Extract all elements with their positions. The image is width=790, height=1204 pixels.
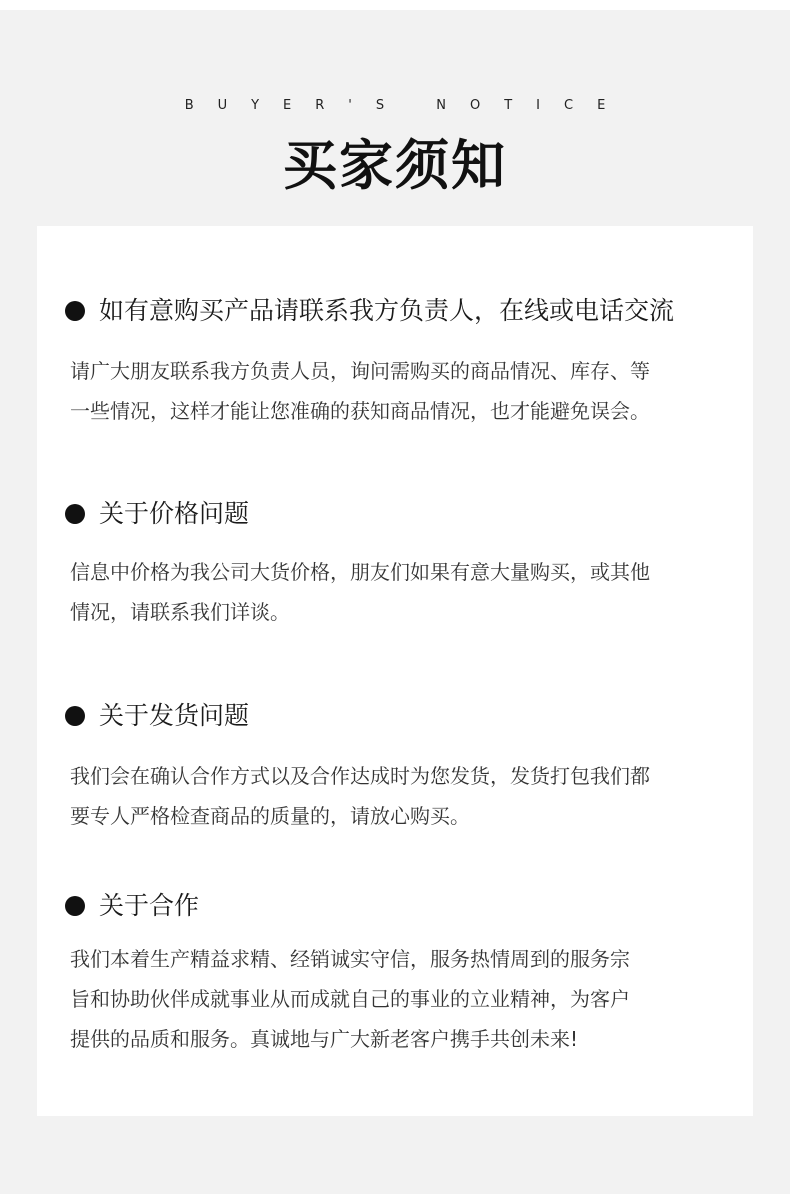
section-body-line: 一些情况，这样才能让您准确的获知商品情况，也才能避免误会。 bbox=[70, 399, 650, 423]
section-body bbox=[70, 552, 730, 632]
section-title: 关于发货问题 bbox=[99, 701, 250, 730]
bullet-dot-icon bbox=[65, 301, 85, 321]
section-body-line: 我们会在确认合作方式以及合作达成时为您发货，发货打包我们都 bbox=[70, 764, 650, 788]
section-title: 关于价格问题 bbox=[99, 499, 250, 528]
bullet-dot-icon bbox=[65, 504, 85, 524]
section-title: 如有意购买产品请联系我方负责人，在线或电话交流 bbox=[99, 296, 675, 325]
page-background bbox=[0, 10, 790, 1194]
section-body-line: 提供的品质和服务。真诚地与广大新老客户携手共创未来! bbox=[70, 1027, 579, 1051]
notice-subtitle-en: BUYER'S NOTICE bbox=[184, 98, 630, 113]
section-body bbox=[70, 351, 730, 431]
notice-section-price bbox=[37, 494, 753, 624]
page-title: 买家须知 bbox=[283, 134, 507, 197]
bullet-dot-icon bbox=[65, 706, 85, 726]
section-title: 关于合作 bbox=[99, 891, 200, 920]
section-body-line: 旨和协助伙伴成就事业从而成就自己的事业的立业精神，为客户 bbox=[70, 987, 630, 1011]
notice-section-cooperation bbox=[37, 886, 753, 1051]
notice-section-shipping bbox=[37, 696, 753, 828]
notice-card bbox=[37, 226, 753, 1116]
section-body-line: 情况，请联系我们详谈。 bbox=[70, 600, 290, 624]
section-body-line: 请广大朋友联系我方负责人员，询问需购买的商品情况、库存、等 bbox=[70, 359, 650, 383]
section-body bbox=[70, 939, 730, 1059]
notice-section-contact bbox=[37, 291, 753, 423]
section-body-line: 信息中价格为我公司大货价格，朋友们如果有意大量购买，或其他 bbox=[70, 560, 650, 584]
section-body-line: 要专人严格检查商品的质量的，请放心购买。 bbox=[70, 804, 470, 828]
section-body bbox=[70, 756, 730, 836]
section-body-line: 我们本着生产精益求精、经销诚实守信，服务热情周到的服务宗 bbox=[70, 947, 630, 971]
bullet-dot-icon bbox=[65, 896, 85, 916]
